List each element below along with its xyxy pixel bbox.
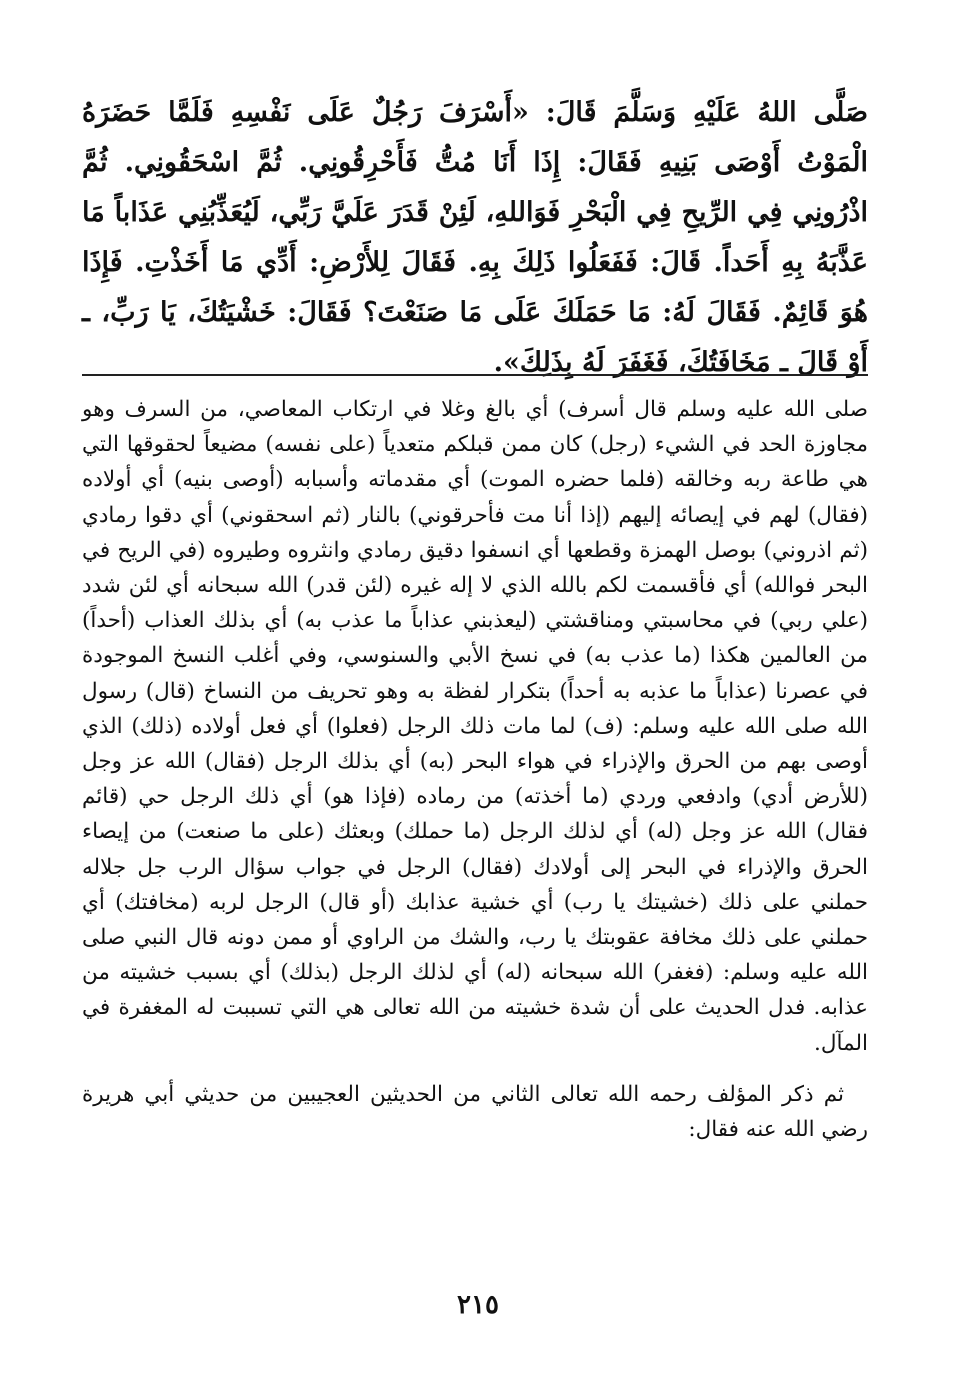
footnote-divider [82,374,868,376]
page-number: ٢١٥ [457,1290,499,1320]
commentary-paragraph-2: ثم ذكر المؤلف رحمه الله تعالى الثاني من الحديثين العجيبين من حديثي أبي هريرة رضي الله عنه فقال: [82,1081,868,1143]
commentary-block [82,392,868,1147]
hadith-text: صَلَّى اللهُ عَلَيْهِ وَسَلَّمَ قَالَ: «أَسْرَفَ رَجُلٌ عَلَى نَفْسِهِ فَلَمَّا حَضَرَهُ الْمَوْتُ أَوْصَى بَنِيهِ فَقَالَ: إِذَا أَنَا مُتُّ فَأَحْرِقُونِي. ثُمَّ اسْحَقُونِي. ثُمَّ اذْرُونِي فِي الرِّيحِ فِي الْبَحْرِ فَوَاللهِ، لَئِنْ قَدَرَ عَلَيَّ رَبِّي، لَيُعَذِّبُنِي عَذَاباً مَا عَذَّبَهُ بِهِ أَحَداً. قَالَ: فَفَعَلُوا ذَلِكَ بِهِ. فَقَالَ لِلأَرْضِ: أَدِّي مَا أَخَذْتِ. فَإِذَا هُوَ قَائِمٌ. فَقَالَ لَهُ: مَا حَمَلَكَ عَلَى مَا صَنَعْتَ؟ فَقَالَ: خَشْيَتُكَ، يَا رَبِّ، ـ أَوْ قَالَ ـ مَخَافَتُكَ، فَغَفَرَ لَهُ بِذَلِكَ». [82,97,868,378]
commentary-paragraph-1: صلى الله عليه وسلم قال أسرف) أي بالغ وغلا في ارتكاب المعاصي، من السرف وهو مجاوزة الحد في الشيء (رجل) كان ممن قبلكم متعدياً (على نفسه) مضيعاً لحقوقها التي هي طاعة ربه وخالقه (فلما حضره الموت) أي مقدماته وأسبابه (أوصى بنيه) أي أولاده (فقال) لهم في إيصائه إليهم (إذا أنا مت فأحرقوني) بالنار (ثم اسحقوني) أي دقوا رمادي (ثم اذروني) بوصل الهمزة وقطعها أي انسفوا دقيق رمادي وانثروه وطيروه (في الريح في البحر فوالله) أي فأقسمت لكم بالله الذي لا إله غيره (لئن قدر) الله سبحانه أي لئن شدد (علي ربي) في محاسبتي ومناقشتي (ليعذبني عذاباً ما عذب به) أي بذلك العذاب (أحداً) من العالمين هكذا (ما عذب به) في نسخ الأبي والسنوسي، وفي أغلب النسخ الموجودة في عصرنا (عذاباً ما عذبه به أحداً) بتكرار لفظة به وهو تحريف من النساخ (قال) رسول الله صلى الله عليه وسلم: (ف) لما مات ذلك الرجل (فعلوا) أي فعل أولاده (ذلك) الذي أوصى بهم من الحرق والإذراء في هواء البحر (به) أي بذلك الرجل (فقال) الله عز وجل (للأرض أدي) وادفعي وردي (ما أخذته) من رماده (فإذا هو) أي ذلك الرجل حي (قائم فقال) الله عز وجل (له) أي لذلك الرجل (ما حملك) وبعثك (على ما صنعت) من إيصاء الحرق والإذراء في البحر إلى أولادك (فقال) الرجل في جواب سؤال الرب جل جلاله حملني على ذلك (خشيتك يا رب) أي خشية عذابك (أو قال) الرجل لربه (مخافتك) أي حملني على ذلك مخافة عقوبتك يا رب، والشك من الراوي أو ممن دونه قال النبي صلى الله عليه وسلم: (فغفر) الله سبحانه (له) أي لذلك الرجل (بذلك) أي بسبب خشيته من عذابه. فدل الحديث على أن شدة خشيته من الله تعالى هي التي تسببت له المغفرة في المآل. [82,397,868,1056]
